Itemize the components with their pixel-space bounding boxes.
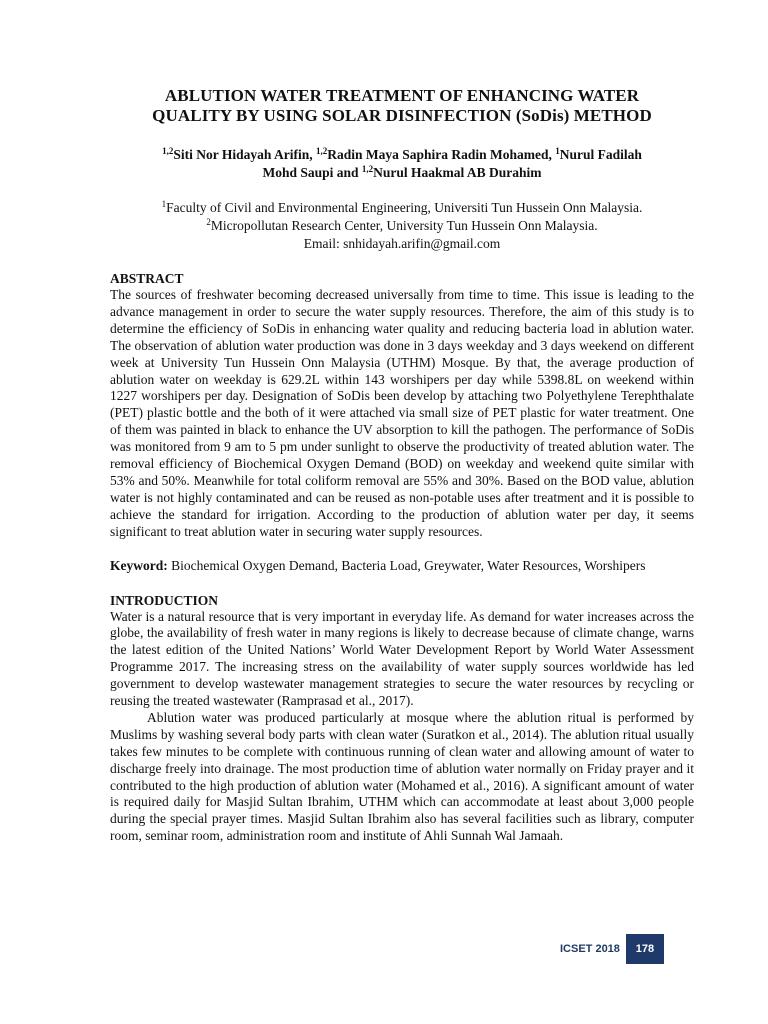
author-name: Siti Nor Hidayah Arifin,: [173, 147, 316, 162]
page-number-badge: 178: [626, 934, 664, 964]
keywords: [110, 558, 694, 575]
paper-title: [110, 86, 694, 126]
affiliation-2: [110, 217, 694, 235]
author-name: Nurul Fadilah: [559, 147, 642, 162]
affiliation-1: [110, 199, 694, 217]
introduction-paragraph-1: Water is a natural resource that is very important in everyday life. As demand for water increases across the globe, the availability of fresh water in many regions is likely to decrease because of climate change, warns the latest edition of the United Nations’ World Water Development Report by World Water Assessment Programme 2017. The increasing stress on the availability of water supply sources worldwide has led government to develop wastewater management strategies to secure the water resources by recycling or reusing the treated wastewater (Ramprasad et al., 2017).: [110, 608, 694, 709]
affiliation-text: Micropollutan Research Center, University Tun Hussein Onn Malaysia.: [210, 218, 598, 233]
abstract-heading: ABSTRACT: [110, 271, 184, 286]
paper-page: [110, 86, 694, 845]
title-line-2: QUALITY BY USING SOLAR DISINFECTION (SoDis) METHOD: [152, 106, 652, 125]
conference-label: ICSET 2018: [560, 943, 620, 955]
affiliation-text: Faculty of Civil and Environmental Engineering, Universiti Tun Hussein Onn Malaysia.: [166, 200, 643, 215]
affil-mark: 2: [206, 217, 211, 227]
author-line-2: [110, 164, 694, 182]
contact-email: Email: snhidayah.arifin@gmail.com: [303, 236, 501, 251]
author-list: [110, 146, 694, 182]
author-affil-mark: 1,2: [162, 146, 174, 156]
introduction-heading: INTRODUCTION: [110, 592, 219, 608]
affil-mark: 1: [161, 199, 167, 209]
author-affil-mark: 1,2: [361, 164, 374, 174]
author-affil-mark: 1: [555, 146, 560, 156]
page-footer: [560, 934, 664, 964]
author-name: Mohd Saupi and: [262, 165, 362, 180]
author-name: Nurul Haakmal AB Durahim: [373, 165, 542, 180]
introduction-paragraph-2: Ablution water was produced particularly at mosque where the ablution ritual is performed by Muslims by washing several body parts with clean water (Suratkon et al., 2014). The ablution ritual usually takes few minutes to be complete with continuous running of clean water and allowing amount of water to discharge freely into drainage. The most production time of ablution water normally on Friday prayer and it contributed to the high production of ablution water (Mohamed et al., 2016). A significant amount of water is required daily for Masjid Sultan Ibrahim, UTHM which can accommodate at least about 3,000 people during the special prayer times. Masjid Sultan Ibrahim also has several facilities such as library, computer room, seminar room, administration room and institute of Ahli Sunnah Wal Jamaah.: [110, 709, 694, 844]
keywords-label: Keyword:: [110, 557, 168, 573]
author-affil-mark: 1,2: [315, 146, 328, 156]
author-name: Radin Maya Saphira Radin Mohamed,: [327, 147, 556, 162]
author-line-1: [110, 146, 694, 164]
abstract-body: The sources of freshwater becoming decreased universally from time to time. This issue is leading to the advance management in order to secure the water supply resources. Therefore, the aim of this study is to determine the efficiency of SoDis in enhancing water quality and reducing bacteria load in ablution water. The observation of ablution water production was done in 3 days weekday and 3 days weekend on different week at University Tun Hussein Onn Malaysia (UTHM) Mosque. By that, the average production of ablution water on weekday is 629.2L within 143 worshipers per day while 5398.8L on weekend within 1227 worshipers per day. Designation of SoDis been develop by attaching two Polyethylene Terephthalate (PET) plastic bottle and the both of it were attached via small size of PET plastic for water treatment. One of them was painted in black to enhance the UV absorption to kill the pathogen. The performance of SoDis was monitored from 9 am to 5 pm under sunlight to observe the productivity of treated ablution water. The removal efficiency of Biochemical Oxygen Demand (BOD) on weekday and weekend quite similar with 53% and 50%. Meanwhile for total coliform removal are 55% and 30%. Based on the BOD value, ablution water is not highly contaminated and can be reused as non-potable uses after treatment and it is possible to achieve the standard for irrigation. According to the production of ablution water per day, it seems significant to treat ablution water in securing water supply resources.: [110, 287, 694, 539]
keywords-text: Biochemical Oxygen Demand, Bacteria Load, Greywater, Water Resources, Worshipers: [167, 557, 646, 573]
affiliations: [110, 199, 694, 253]
title-line-1: ABLUTION WATER TREATMENT OF ENHANCING WATER: [164, 86, 640, 105]
